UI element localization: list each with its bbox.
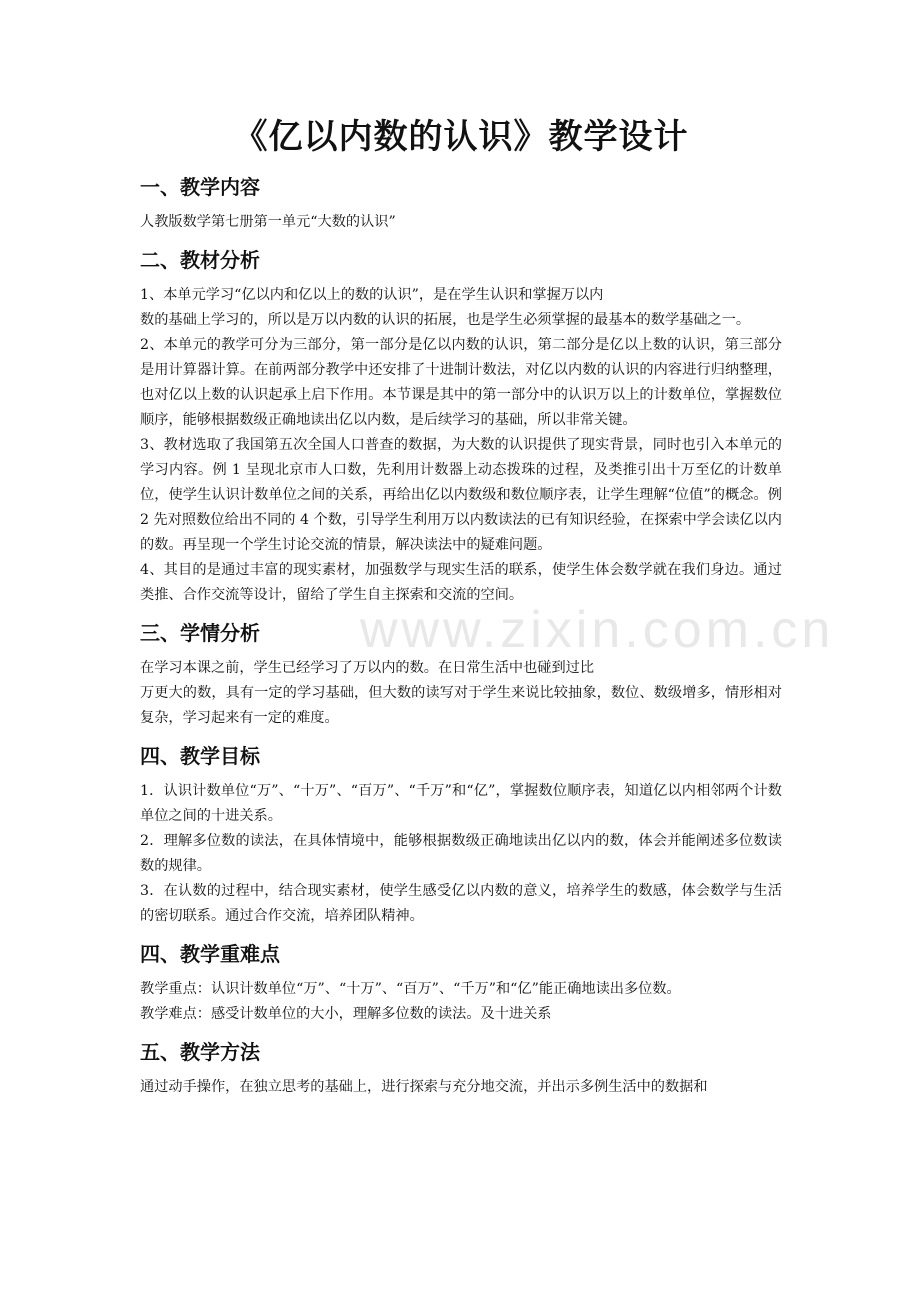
paragraph: 2、本单元的教学可分为三部分，第一部分是亿以内数的认识，第二部分是亿以上数的认识，第三部分是用计算器计算。在前两部分教学中还安排了十进制计数法，对亿以内数的认识的内容进行归纳整理，也对亿以上数的认识起承上启下作用。本节课是其中的第一部分中的认识万以上的计数单位，掌握数位顺序，能够根据数级正确地读出亿以内数，是后续学习的基础，所以非常关键。: [140, 337, 782, 428]
paragraph: 4、其目的是通过丰富的现实素材，加强数学与现实生活的联系，使学生体会数学就在我们身边。通过类推、合作交流等设计，留给了学生自主探索和交流的空间。: [140, 562, 782, 603]
document-title: 《亿以内数的认识》教学设计: [233, 117, 689, 157]
section-teaching-content: [140, 172, 782, 235]
section-teaching-methods: [140, 1037, 782, 1100]
section-student-analysis: [140, 618, 782, 731]
paragraph: 1．认识计数单位“万”、“十万”、“百万”、“千万”和“亿”，掌握数位顺序表，知道亿以内相邻两个计数单位之间的十进关系。: [140, 783, 782, 824]
section-heading: 二、教材分析: [140, 248, 260, 272]
paragraph: 万更大的数，具有一定的学习基础，但大数的读写对于学生来说比较抽象，数位、数级增多，情形相对复杂，学习起来有一定的难度。: [140, 685, 782, 726]
paragraph: 教学难点：感受计数单位的大小，理解多位数的读法。及十进关系: [140, 1006, 552, 1022]
paragraph: 教学重点：认识计数单位“万”、“十万”、“百万”、“千万”和“亿”能正确地读出多位数。: [140, 981, 681, 997]
section-heading: 四、教学重难点: [140, 942, 280, 966]
document-page: [140, 112, 782, 1106]
paragraph: 通过动手操作，在独立思考的基础上，进行探索与充分地交流，并出示多例生活中的数据和: [140, 1079, 708, 1095]
paragraph: 1、本单元学习“亿以内和亿以上的数的认识”，是在学生认识和掌握万以内: [140, 287, 604, 303]
paragraph: 数的基础上学习的，所以是万以内数的认识的拓展，也是学生必须掌握的最基本的数学基础之一。: [140, 312, 751, 328]
paragraph: 3．在认数的过程中，结合现实素材，使学生感受亿以内数的意义，培养学生的数感，体会数学与生活的密切联系。通过合作交流，培养团队精神。: [140, 883, 782, 924]
section-heading: 五、教学方法: [140, 1040, 260, 1064]
paragraph: 在学习本课之前，学生已经学习了万以内的数。在日常生活中也碰到过比: [140, 660, 595, 676]
section-textbook-analysis: [140, 245, 782, 608]
watermark: www.zixin.com.cn: [360, 601, 835, 659]
section-key-difficult-points: [140, 939, 782, 1027]
section-teaching-goals: [140, 741, 782, 929]
section-heading: 四、教学目标: [140, 744, 260, 768]
section-heading: 一、教学内容: [140, 175, 260, 199]
paragraph: 3、教材选取了我国第五次全国人口普查的数据，为大数的认识提供了现实背景，同时也引入本单元的学习内容。例 1 呈现北京市人口数，先利用计数器上动态拨珠的过程，及类推引出十万至亿的计数单位，使学生认识计数单位之间的关系，再给出亿以内数级和数位顺序表，让学生理解“位值”的概念。例 2 先对照数位给出不同的 4 个数，引导学生利用万以内数读法的已有知识经验，在探索中学会读亿以内的数。再呈现一个学生讨论交流的情景，解决读法中的疑难问题。: [140, 437, 782, 553]
paragraph: 2．理解多位数的读法，在具体情境中，能够根据数级正确地读出亿以内的数，体会并能阐述多位数读数的规律。: [140, 833, 782, 874]
section-heading: 三、学情分析: [140, 621, 260, 645]
paragraph: 人教版数学第七册第一单元“大数的认识”: [140, 214, 396, 230]
